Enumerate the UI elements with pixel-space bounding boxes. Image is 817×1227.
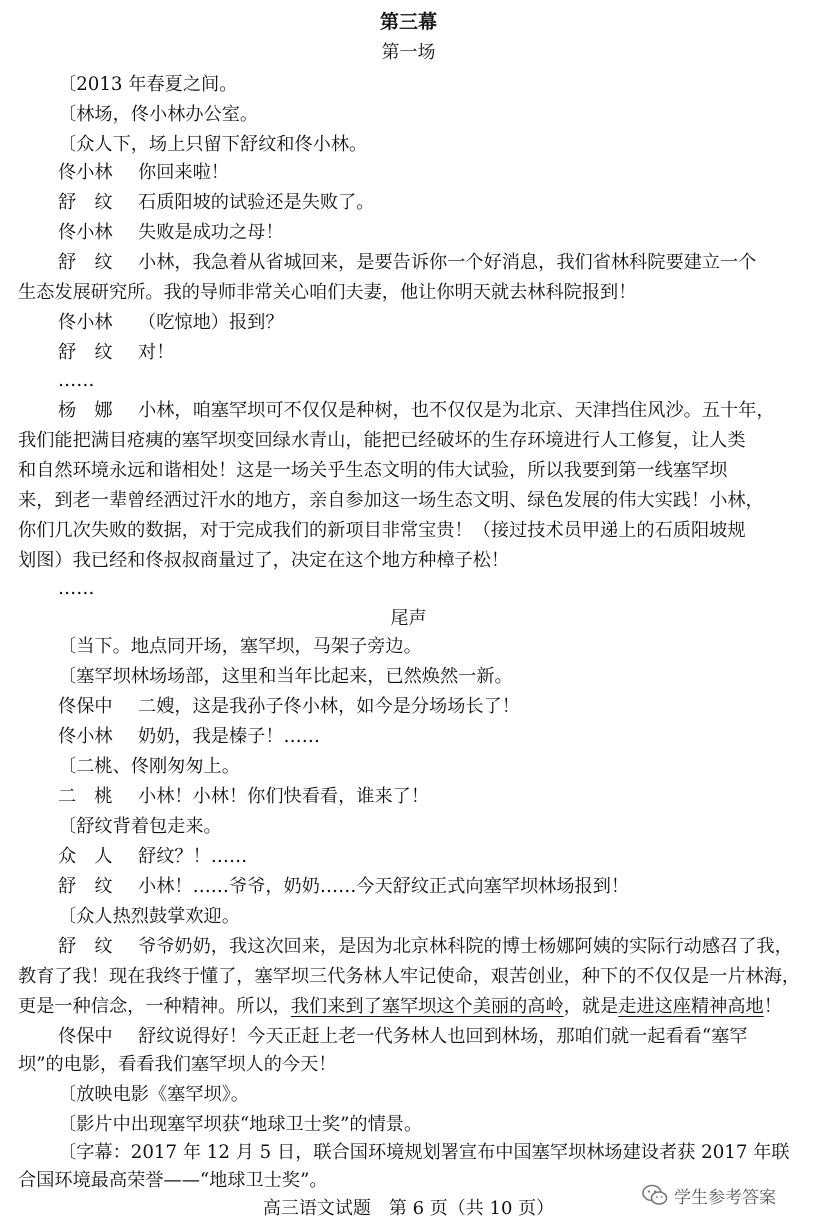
act-title: 第三幕 [379,11,437,33]
stage-direction: 〔塞罕坝林场场部，这里和当年比起来，已然焕然一新。 [58,666,513,687]
underlined-phrase: 我们来到了塞罕坝这个美丽的高岭 [290,996,564,1017]
dialogue-continuation: 我们能把满目疮痍的塞罕坝变回绿水青山，能把已经破坏的生存环境进行人工修复，让人类 [18,430,746,451]
dialogue-line [58,695,520,719]
speaker-name: 佟小林 [58,312,113,333]
dialogue-continuation: 教育了我！现在我终于懂了，塞罕坝三代务林人牢记使命，艰苦创业，种下的不仅仅是一片林海， [18,966,801,987]
speaker-name: 二 桃 [58,786,113,807]
epilogue-title: 尾声 [390,608,427,629]
speaker-name: 舒 纹 [58,252,113,273]
speaker-name: 佟小林 [58,726,113,747]
dialogue-line [58,161,229,185]
dialogue-line [58,935,793,959]
dialogue-text: 石质阳坡的试验还是失败了。 [138,192,375,213]
dialogue-line [58,875,629,899]
speaker-name: 佟保中 [58,1026,113,1047]
speaker-name: 舒 纹 [58,936,113,957]
dialogue-line [58,845,247,869]
underlined-phrase: 走进这座精神高地 [618,996,764,1017]
dialogue-line [58,1025,748,1049]
dialogue-text: （吃惊地）报到？ [138,312,284,333]
watermark [642,1177,812,1213]
dialogue-text: 失败是成功之母！ [138,222,284,243]
scene-title: 第一场 [381,42,436,63]
dialogue-line [58,341,174,365]
speaker-name: 佟小林 [58,162,113,183]
speaker-name: 舒 纹 [58,876,113,897]
text-segment: ！ [763,996,782,1017]
dialogue-line [58,251,756,275]
dialogue-line [58,785,429,809]
dialogue-text: 小林，我急着从省城回来，是要告诉你一个好消息，我们省林科院要建立一个 [138,252,757,273]
dialogue-line [58,725,320,749]
stage-direction: 〔影片中出现塞罕坝获“地球卫士奖”的情景。 [58,1114,423,1135]
speaker-name: 舒 纹 [58,192,113,213]
stage-direction: 〔林场，佟小林办公室。 [58,104,259,125]
dialogue-line [58,191,374,215]
stage-direction-continuation: 合国环境最高荣誉——“地球卫士奖”。 [18,1170,328,1191]
text-segment: ，就是 [563,996,619,1017]
dialogue-continuation: 生态发展研究所。我的导师非常关心咱们夫妻，他让你明天就去林科院报到！ [18,282,637,303]
stage-direction: 〔众人下，场上只留下舒纹和佟小林。 [58,134,368,155]
dialogue-text: 奶奶，我是榛子！…… [138,726,320,747]
dialogue-continuation: 和自然环境永远和谐相处！这是一场关乎生态文明的伟大试验，所以我要到第一线塞罕坝 [18,460,728,481]
dialogue-text: 二嫂，这是我孙子佟小林，如今是分场场长了！ [138,696,520,717]
stage-direction: 〔字幕：2017 年 12 月 5 日，联合国环境规划署宣布中国塞罕坝林场建设者获 2017 年联 [58,1142,790,1163]
dialogue-text: 你回来啦！ [138,162,229,183]
dialogue-text: 舒纹？！…… [138,846,248,867]
wechat-icon [642,1184,668,1206]
dialogue-continuation: 坝”的电影，看看我们塞罕坝人的今天！ [18,1054,337,1075]
text-segment: 更是一种信念，一种精神。所以， [18,996,291,1017]
dialogue-continuation: 来，到老一辈曾经洒过汗水的地方，亲自参加这一场生态文明、绿色发展的伟大实践！小林， [18,490,764,511]
dialogue-text: 舒纹说得好！今天正赶上老一代务林人也回到林场，那咱们就一起看看“塞罕 [138,1026,748,1047]
stage-direction: 〔2013 年春夏之间。 [58,74,238,95]
stage-direction: 〔当下。地点同开场，塞罕坝，马架子旁边。 [58,636,422,657]
dialogue-line [58,311,284,335]
dialogue-text: 小林！小林！你们快看看，谁来了！ [138,786,430,807]
dialogue-line [58,399,775,423]
dialogue-text: 小林！……爷爷，奶奶……今天舒纹正式向塞罕坝林场报到！ [138,876,630,897]
stage-direction: 〔舒纹背着包走来。 [58,816,222,837]
stage-direction: 〔众人热烈鼓掌欢迎。 [58,906,240,927]
dialogue-text: 爷爷奶奶，我这次回来，是因为北京林科院的博士杨娜阿姨的实际行动感召了我， [138,936,793,957]
dialogue-text: 对！ [138,342,175,363]
dialogue-continuation: 你们几次失败的数据，对于完成我们的新项目非常宝贵！（接过技术员甲递上的石质阳坡规 [18,520,746,541]
ellipsis: …… [58,578,95,599]
speaker-name: 杨 娜 [58,400,113,421]
stage-direction: 〔二桃、佟刚匆匆上。 [58,756,240,777]
speaker-name: 众 人 [58,846,113,867]
ellipsis: …… [58,370,95,391]
dialogue-text: 小林，咱塞罕坝可不仅仅是种树，也不仅仅是为北京、天津挡住风沙。五十年， [138,400,775,421]
dialogue-continuation: 划图）我已经和佟叔叔商量过了，决定在这个地方种樟子松！ [18,550,510,571]
stage-direction: 〔放映电影《塞罕坝》。 [58,1084,249,1105]
page-footer: 高三语文试题 第 6 页（共 10 页） [262,1198,555,1219]
dialogue-continuation [18,995,782,1019]
speaker-name: 佟小林 [58,222,113,243]
dialogue-line [58,221,284,245]
speaker-name: 佟保中 [58,696,113,717]
watermark-text: 学生参考答案 [674,1187,776,1208]
speaker-name: 舒 纹 [58,342,113,363]
